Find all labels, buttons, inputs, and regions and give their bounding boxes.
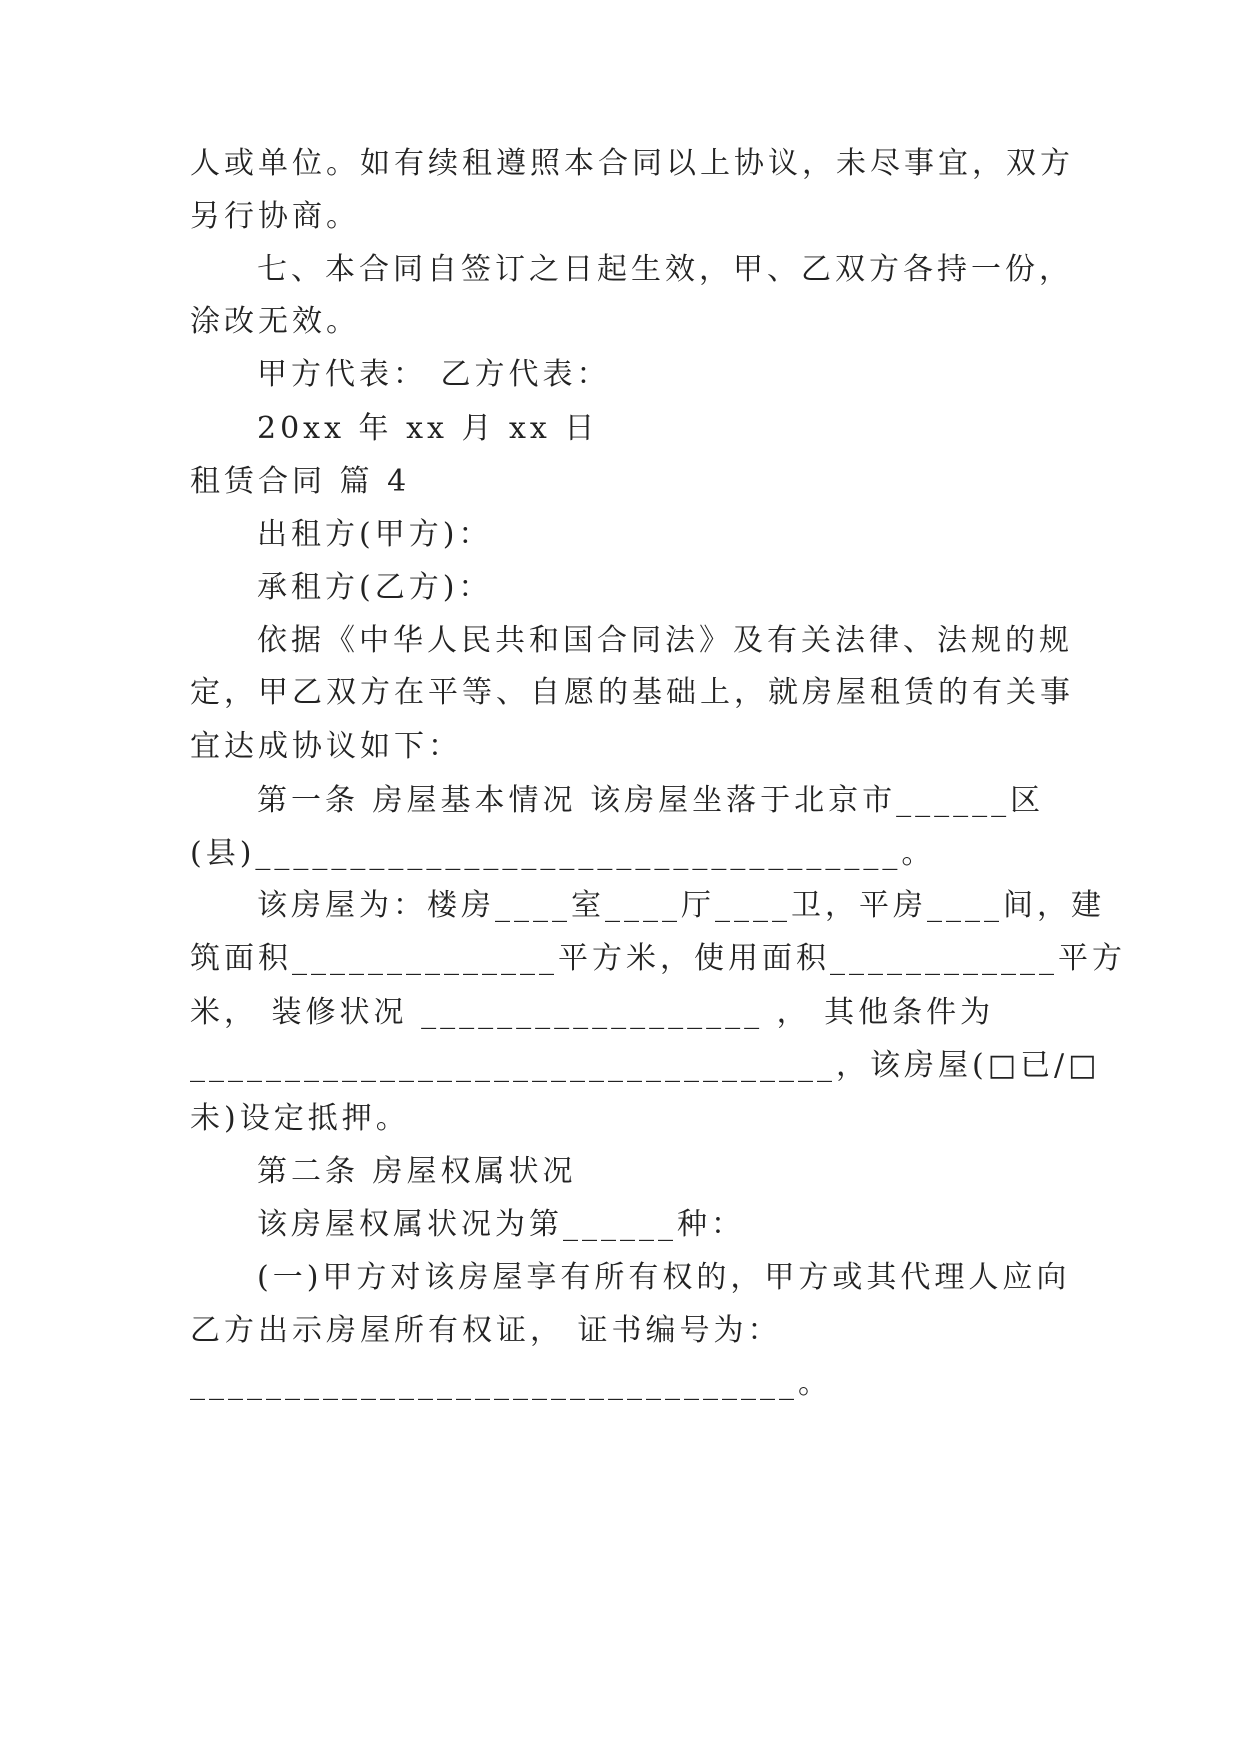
text-line: 乙方出示房屋所有权证， 证书编号为： <box>190 1313 782 1348</box>
text-line: __________________________________，该房屋(□已/□ <box>190 1048 1101 1083</box>
text-line: 七、本合同自签订之日起生效，甲、乙双方各持一份， <box>257 252 1073 287</box>
text-line: 宜达成协议如下： <box>190 729 462 764</box>
text-line: 筑面积______________平方米，使用面积____________平方 <box>190 941 1126 976</box>
text-line: (县)__________________________________。 <box>190 836 936 871</box>
date-line: 20xx 年 xx 月 xx 日 <box>257 411 599 446</box>
text-line: 依据《中华人民共和国合同法》及有关法律、法规的规 <box>257 623 1073 658</box>
text-line: 出租方(甲方)： <box>257 517 493 552</box>
text-line: 承租方(乙方)： <box>257 570 493 605</box>
text-line: 未)设定抵押。 <box>190 1101 410 1136</box>
section-heading: 租赁合同 篇 4 <box>190 464 411 499</box>
text-line: 该房屋为：楼房____室____厅____卫，平房____间，建 <box>257 888 1105 923</box>
text-line: 另行协商。 <box>190 199 360 234</box>
text-line: ________________________________。 <box>190 1366 832 1401</box>
text-line: 人或单位。如有续租遵照本合同以上协议，未尽事宜，双方 <box>190 146 1074 181</box>
text-line: 第一条 房屋基本情况 该房屋坐落于北京市______区 <box>257 783 1045 818</box>
text-line: 米， 装修状况 __________________ ， 其他条件为 <box>190 995 995 1030</box>
text-line: 定，甲乙双方在平等、自愿的基础上，就房屋租赁的有关事 <box>190 675 1074 710</box>
text-line: (一)甲方对该房屋享有所有权的，甲方或其代理人应向 <box>257 1260 1071 1295</box>
text-line: 第二条 房屋权属状况 <box>257 1154 577 1189</box>
signature-line: 甲方代表： 乙方代表： <box>257 357 611 392</box>
text-line: 涂改无效。 <box>190 304 360 339</box>
text-line: 该房屋权属状况为第______种： <box>257 1207 745 1242</box>
